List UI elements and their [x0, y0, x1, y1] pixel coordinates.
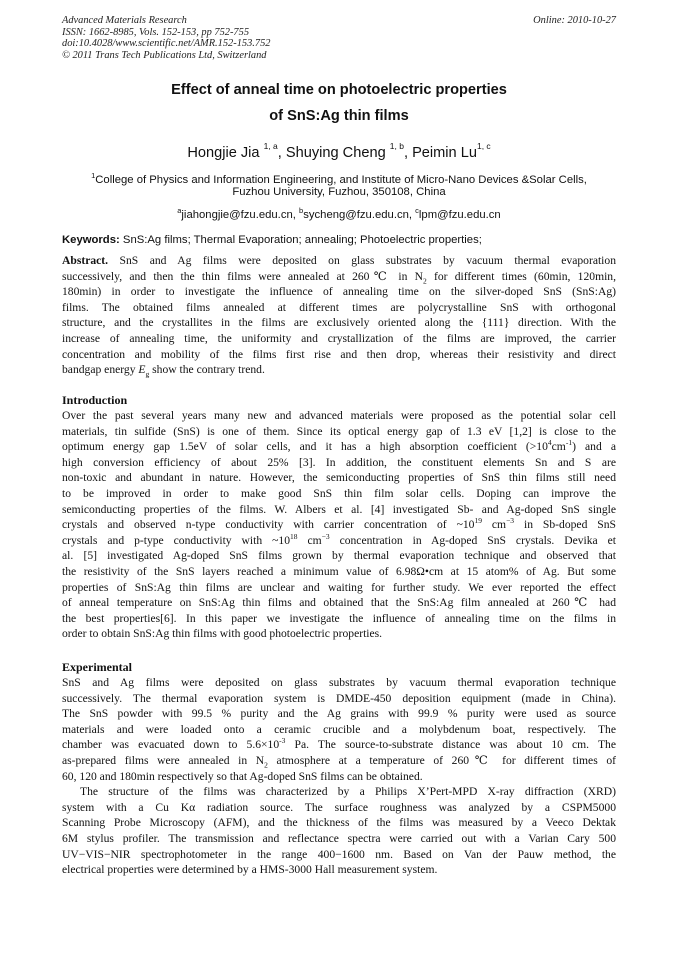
text-span: for different times (60min, 120min,: [426, 269, 616, 283]
text-span: chamber was evacuated down to 5.6×10: [62, 738, 280, 752]
author-affiliation-mark: 1, c: [476, 141, 491, 151]
text-line: order to obtain SnS:Ag thin films with good photoelectric properties.: [62, 627, 383, 641]
text-line: high conversion efficiency of about 25% [3]. In addition, the constituent elements Sn and S are: [62, 455, 616, 469]
text-line: system with a Cu Kα radiation source. The surface roughness was analyzed by a CSPM5000: [62, 800, 616, 814]
issn-line: ISSN: 1662-8985, Vols. 152-153, pp 752-755: [62, 26, 250, 38]
introduction-heading: Introduction: [62, 393, 128, 407]
text-line: Scanning Probe Microscopy (AFM), and the thickness of the films was measured by a Veeco Dektak: [62, 816, 616, 830]
text-span: in Sb-doped SnS: [514, 518, 616, 532]
keywords-label: Keywords:: [62, 234, 120, 246]
text-line: of anneal temperature on SnS:Ag thin films and obtained that the SnS:Ag film annealed at 260℃ had: [62, 596, 616, 610]
author-separator: ,: [277, 144, 286, 161]
text-line: The structure of the films was characterized by a Philips X’Pert-MPD X-ray diffraction (XRD): [80, 785, 616, 799]
superscript: -1: [565, 438, 573, 448]
journal-header: [62, 15, 382, 61]
text-line: materials, tin sulfide (SnS) is one of them. Since its optical energy gap of 1.3 eV [1,2] is close to the: [62, 424, 616, 438]
author-separator: ,: [403, 144, 413, 161]
paper-title-line-2: of SnS:Ag thin films: [269, 108, 409, 124]
affiliation-line-2: Fuzhou University, Fuzhou, 350108, China: [232, 186, 446, 198]
author-affiliation-mark: 1, a: [263, 141, 278, 151]
text-line: SnS and Ag films were deposited on glass substrates by vacuum thermal evaporation technique: [62, 676, 616, 689]
author-name: Hongjie Jia: [187, 144, 260, 161]
text-line: increase of annealing time, the uniformity and crystallization of the films are improved, the carrier: [62, 331, 616, 345]
text-span: bandgap energy: [62, 363, 139, 377]
subscript: g: [145, 369, 150, 379]
text-line: [62, 533, 616, 549]
text-line: [62, 269, 616, 285]
email-mark: a: [177, 206, 182, 215]
text-line: UV−VIS−NIR spectrophotometer in the range 400−1600 nm. Based on Van der Pauw method, the: [62, 847, 616, 861]
superscript: −3: [506, 516, 515, 526]
subscript: 2: [423, 275, 427, 285]
email-line: [62, 203, 616, 223]
keywords-line: [62, 234, 616, 246]
text-line: the resistivity of the SnS layers reached a minimum value of 6.98Ω•cm at 15 atom% of Ag. But some: [62, 564, 616, 578]
text-line: concentration and mobility of the films first rise and then drop, whereas their resistivity and direct: [62, 347, 616, 361]
text-line: [62, 362, 616, 378]
author-name: Shuying Cheng: [285, 144, 386, 161]
email-mark: b: [299, 206, 304, 215]
text-line: to be improved in order to make good SnS thin film solar cells. Doping can improve the: [62, 486, 616, 500]
text-line: materials and were loaded onto a ceramic crucible and a molybdenum boat, respectively. The: [62, 722, 616, 736]
text-line: structure, and the crystallites in the films are exclusively oriented along the {111} direction. With the: [62, 316, 616, 330]
text-span: atmosphere at a temperature of 260℃ for different times of: [267, 753, 616, 767]
email-mark: c: [415, 206, 419, 215]
text-span: as-prepared films were annealed in N: [62, 753, 265, 767]
subscript: 2: [264, 760, 268, 770]
superscript: -3: [279, 736, 286, 746]
experimental-paragraph: [62, 675, 616, 878]
text-span: cm: [297, 533, 322, 547]
text-span: Pa. The source-to-substrate distance was about 10 cm. The: [285, 738, 616, 752]
text-line: electrical properties were determined by a HMS-3000 Hall measurement system.: [62, 863, 438, 877]
introduction-paragraph: [62, 408, 616, 642]
author-name: Peimin Lu: [412, 144, 477, 161]
text-line: non-toxic and abundant in nature. However, the semiconducting properties of SnS thin films still need: [62, 471, 616, 485]
email-address[interactable]: jiahongjie@fzu.edu.cn,: [181, 208, 296, 221]
author-affiliation-mark: 1, b: [389, 141, 404, 151]
text-span: crystals and p-type conductivity with ~10: [62, 533, 290, 547]
text-line: al. [5] investigated Ag-doped SnS films grown by thermal evaporation technique and observed that: [62, 549, 616, 563]
email-address[interactable]: lpm@fzu.edu.cn: [418, 208, 501, 221]
abstract-paragraph: [62, 253, 616, 378]
text-span: show the contrary trend.: [149, 363, 265, 377]
text-line: [62, 517, 616, 533]
text-span: ) and a: [572, 440, 616, 454]
affiliation-text: College of Physics and Information Engineering, and Institute of Micro-Nano Devices &Solar Cells,: [95, 173, 587, 186]
text-line: [62, 253, 616, 269]
text-line: [62, 439, 616, 455]
email-address[interactable]: sycheng@fzu.edu.cn,: [303, 208, 413, 221]
journal-name: Advanced Materials Research: [62, 15, 187, 26]
text-line: the best properties[6]. In this paper we investigate the influence of annealing time on the films in: [62, 611, 616, 625]
text-line: [62, 753, 616, 769]
copyright-line: © 2011 Trans Tech Publications Ltd, Switzerland: [62, 49, 267, 61]
text-line: 60, 120 and 180min respectively so that Ag-doped SnS films can be obtained.: [62, 769, 423, 783]
text-line: 180min) in order to investigate the influence of annealing time on the silver-doped SnS (SnS:Ag): [62, 285, 616, 299]
superscript: 19: [474, 516, 482, 526]
text-span: SnS and Ag films were deposited on glass substrates by vacuum thermal evaporation: [119, 254, 616, 267]
text-line: [62, 737, 616, 753]
text-span: optimum energy gap 1.5eV of solar cells, and it has a high absorption coefficient (>10: [62, 440, 548, 454]
text-span: successively, and then the thin films were annealed at 260℃ in N: [62, 269, 423, 283]
author-list: [62, 143, 616, 161]
text-line: The SnS powder with 99.5 % purity and the Ag grains with 99.9 % purity were used as source: [62, 707, 616, 721]
text-line: films. The obtained films annealed at different times are polycrystalline SnS with orthogonal: [62, 300, 616, 314]
text-span: crystals and observed n-type conductivity with carrier concentration of ~10: [62, 518, 475, 532]
text-line: Over the past several years many new and advanced materials were proposed as the potential solar cell: [62, 409, 616, 422]
symbol: E: [138, 363, 146, 377]
superscript: 18: [290, 531, 298, 541]
keywords-text: SnS:Ag films; Thermal Evaporation; annealing; Photoelectric properties;: [122, 234, 482, 246]
text-line: 6M stylus profiler. The transmission and reflectance spectra were carried out with a Varian Cary 500: [62, 831, 616, 845]
text-line: properties of SnS:Ag thin films are unclear and waiting for further study. We ever reported the effect: [62, 580, 616, 594]
superscript: −3: [321, 531, 330, 541]
text-span: concentration in Ag-doped SnS crystals. Devika et: [329, 533, 616, 547]
abstract-label: Abstract.: [62, 254, 109, 267]
paper-title-line-1: Effect of anneal time on photoelectric properties: [171, 82, 507, 98]
superscript: 4: [547, 438, 552, 448]
online-date: Online: 2010-10-27: [533, 15, 616, 26]
doi-line: doi:10.4028/www.scientific.net/AMR.152-153.752: [62, 38, 271, 50]
text-span: cm: [551, 440, 566, 454]
affiliation-mark: 1: [91, 171, 96, 180]
experimental-heading: Experimental: [62, 660, 132, 674]
text-line: successively. The thermal evaporation system is DMDE-450 deposition equipment (made in China).: [62, 691, 616, 705]
text-span: cm: [481, 518, 507, 532]
text-line: semiconducting properties of the films. W. Albers et al. [4] investigated Sb- and Ag-doped SnS single: [62, 502, 616, 516]
